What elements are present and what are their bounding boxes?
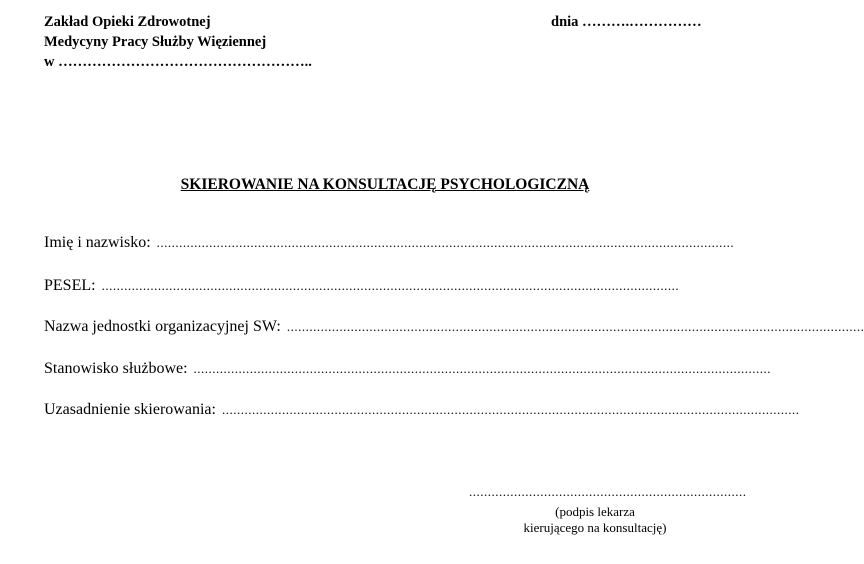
signature-caption [469,504,721,536]
name-field[interactable] [44,233,735,253]
position-input-line[interactable]: .......................................................................................................................................................... [193,361,772,376]
pesel-field[interactable] [44,276,716,296]
justification-input-line[interactable]: .......................................................................................................................................................... [221,402,800,417]
name-input-line[interactable]: .......................................................................................................................................................... [156,235,735,250]
institution-location-line: w …………………………………………….. [44,54,312,70]
pesel-label: PESEL: [44,277,96,294]
institution-name-line1: Zakład Opieki Zdrowotnej [44,14,211,30]
document-title: SKIEROWANIE NA KONSULTACJĘ PSYCHOLOGICZNĄ [180,176,590,193]
pesel-input-line[interactable]: .......................................................................................................................................................... [101,278,680,293]
justification-label: Uzasadnienie skierowania: [44,401,216,418]
institution-name-line2: Medycyny Pracy Służby Więziennej [44,34,267,50]
justification-field[interactable] [44,400,800,420]
position-field[interactable] [44,359,772,379]
signature-caption-line2: kierującego na konsultację) [523,520,667,535]
unit-field[interactable] [44,317,864,337]
signature-line[interactable]: .......................................................................... [469,484,747,499]
institution-header [44,12,312,72]
unit-input-line[interactable]: .......................................................................................................................................................... [286,319,864,334]
position-label: Stanowisko służbowe: [44,360,188,377]
date-field[interactable]: dnia ……….…………… [551,14,702,30]
unit-label: Nazwa jednostki organizacyjnej SW: [44,318,281,335]
signature-caption-line1: (podpis lekarza [555,504,635,519]
name-label: Imię i nazwisko: [44,234,151,251]
